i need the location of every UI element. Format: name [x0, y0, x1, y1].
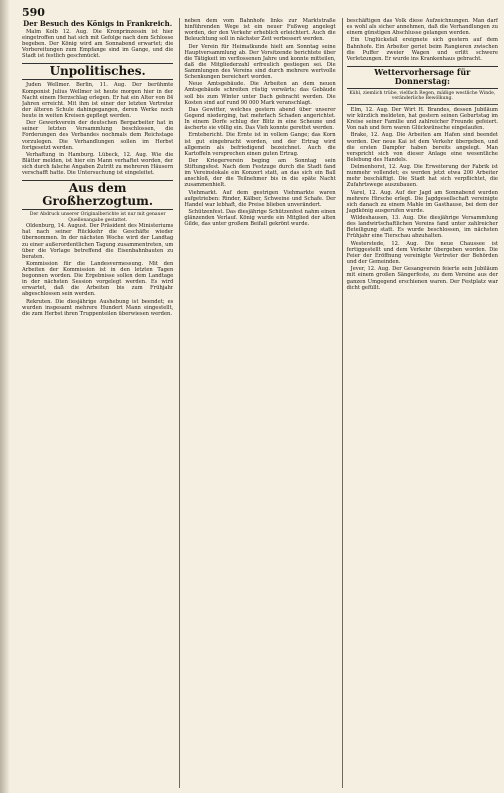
headline-king-visit: Der Besuch des Königs in Frankreich.: [23, 19, 173, 28]
column-middle: [179, 18, 335, 788]
article-paragraph: Westerstede, 12. Aug. Die neue Chaussee ist fertiggestellt und dem Verkehr übergeben worden. Die Feier der Eröffnung vereinigte Vertreter der Behörden und der Gemeinden.: [346, 240, 498, 266]
article-paragraph: Jever, 12. Aug. Der Gesangverein feierte sein Jubiläum mit einem großen Sängerfeste, zu dem Vereine aus der ganzen Umgegend erschienen waren. Der Festplatz war dicht gefüllt.: [346, 266, 498, 291]
binding-shadow: [0, 0, 10, 793]
article-paragraph: Elm, 12. Aug. Der Wirt H. Brandes, dessen Jubiläum wir kürzlich meldeten, hat gestern seinen Geburtstag im Kreise seiner Familie und zahlreicher Freunde gefeiert. Von nah und fern waren Glückwünsche eingelaufen.: [346, 106, 498, 132]
divider: [347, 104, 498, 105]
weather-forecast-text: Kühl, ziemlich trübe, vielfach Regen, mäßige westliche Winde, veränderliche Bewölkung.: [349, 90, 496, 102]
article-paragraph: Delmenhorst, 12. Aug. Die Erweiterung der Fabrik ist nunmehr vollendet; es werden jetzt etwa 200 Arbeiter mehr beschäftigt. Die Stadt hat sich verpflichtet, die Zufahrtswege auszubauen.: [346, 164, 498, 189]
page-number: 590: [22, 6, 45, 19]
column-right: [342, 18, 498, 788]
article-paragraph: Schützenfest. Das diesjährige Schützenfest nahm einen glänzenden Verlauf. König wurde ein Mitglied der alten Gilde, das unter großem Beifall gekrönt wurde.: [184, 209, 336, 228]
article-paragraph: Rekruten. Die diesjährige Aushebung ist beendet; es wurden insgesamt mehrere Hundert Mann eingestellt, die zum Herbst ihren Truppenteilen überwiesen werden.: [22, 298, 174, 317]
article-paragraph: Brake, 12. Aug. Die Arbeiten am Hafen sind beendet worden. Der neue Kai ist dem Verkehr übergeben, und die ersten Dampfer haben bereits angelegt. Man verspricht sich von dieser Anlage eine wesentliche Belebung des Handels.: [346, 132, 498, 163]
article-paragraph: Kommission für die Landesvermessung. Mit den Arbeiten der Kommission ist in den letzten Tagen begonnen worden. Die Ergebnisse sollen dem Landtage in der nächsten Session vorgelegt werden. Es wird erwartet, daß die Arbeiten bis zum Frühjahr abgeschlossen sein werden.: [22, 261, 174, 298]
article-paragraph: Wildeshausen, 13. Aug. Die diesjährige Versammlung des landwirtschaftlichen Vereins fand unter zahlreicher Beteiligung statt. Es wurde beschlossen, im nächsten Frühjahr eine Tierschau abzuhalten.: [346, 215, 498, 240]
article-paragraph: Verhaftung in Hamburg. Lübeck, 12. Aug. Wie die Blätter melden, ist hier ein Mann verhaftet worden, der sich durch falsche Angaben Zutritt zu mehreren Häusern verschafft hatte. Die Untersuchung ist eingeleitet.: [22, 151, 174, 177]
article-columns: [22, 18, 498, 788]
article-paragraph: Ein Unglücksfall ereignete sich gestern auf dem Bahnhofe. Ein Arbeiter geriet beim Rangieren zwischen die Puffer zweier Wagen und erlitt schwere Verletzungen. Er wurde ins Krankenhaus gebracht.: [346, 37, 498, 62]
article-paragraph: Varel, 12. Aug. Auf der Jagd am Sonnabend wurden mehrere Hirsche erlegt. Die Jagdgesellschaft vereinigte sich danach zu einem Mahle im Gasthause, bei dem der Jagdkönig ausgerufen wurde.: [346, 189, 498, 214]
weather-forecast-headline: Wettervorhersage für Donnerstag:: [347, 66, 498, 89]
article-paragraph: Malm Kolb 12. Aug. Die Kronprinzessin ist hier eingetroffen und hat sich mit Gefolge nach dem Schlosse begeben. Der König wird am Sonnabend erwartet; die Vorbereitungen zum Empfange sind im Gange, und die Stadt ist festlich geschmückt.: [22, 29, 174, 60]
reprint-note: Der Abdruck unserer Originalberichte ist nur mit genauer Quellenangabe gestattet.: [29, 212, 166, 223]
article-paragraph: neben dem vom Bahnhofe links zur Marktstraße hinführenden Wege ist ein neuer Fußweg angelegt worden, der den Verkehr erheblich erleichtert. Auch die Beleuchtung soll in nächster Zeit verbessert werden.: [184, 18, 336, 43]
article-paragraph: Der Gewerkverein der deutschen Bergarbeiter hat in seiner letzten Versammlung beschlossen, die Forderungen des Verbandes nochmals dem Reichstage vorzulegen. Die Verhandlungen sollen im Herbst fortgesetzt werden.: [22, 120, 174, 151]
article-paragraph: Viehmarkt. Auf dem gestrigen Viehmarkte waren aufgetrieben: Rinder, Kälber, Schweine und Schafe. Der Handel war lebhaft, die Preise blieben unverändert.: [184, 189, 336, 208]
article-paragraph: Der Kriegerverein beging am Sonntag sein Stiftungsfest. Nach dem Festzuge durch die Stadt fand im Vereinslokale ein Konzert statt, an das sich ein Ball anschloß, der die Teilnehmer bis in die späte Nacht zusammenhielt.: [184, 158, 336, 189]
article-paragraph: Das Gewitter, welches gestern abend über unserer Gegend niederging, hat mehrfach Schaden angerichtet. In einem Dorfe schlug der Blitz in eine Scheune und äscherte sie völlig ein. Das Vieh konnte gerettet werden.: [184, 106, 336, 132]
column-left: [22, 18, 173, 788]
article-paragraph: Der Verein für Heimatkunde hielt am Sonntag seine Hauptversammlung ab. Der Vorsitzende berichtete über die Tätigkeit im verflossenen Jahre und konnte mitteilen, daß die Mitgliederzahl erfreulich gestiegen sei. Die Sammlungen des Vereins sind durch mehrere wertvolle Schenkungen bereichert worden.: [184, 43, 336, 81]
article-paragraph: Neue Amtsgebäude. Die Arbeiten an dem neuen Amtsgebäude schreiten rüstig vorwärts; das Gebäude soll bis zum Winter unter Dach gebracht werden. Die Kosten sind auf rund 90 000 Mark veranschlagt.: [184, 81, 336, 106]
section-headline-unpolitical: Unpolitisches.: [22, 63, 173, 80]
article-paragraph: Juden Wellmer. Berlin, 11. Aug. Der berühmte Komponist Julius Wellmer ist heute morgen hier in der Nacht einem Herzschlag erlegen. Er hat ein Alter von 84 Jahren erreicht. Mit ihm ist einer der letzten Vertreter der älteren Schule dahingegangen, deren Werke noch heute in weiten Kreisen gepflegt werden.: [22, 82, 174, 119]
article-paragraph: beschäftigen das Volk diese Aufzeichnungen. Man darf es wohl als sicher annehmen, daß die Verhandlungen zu einem günstigen Abschlusse gelangen werden.: [346, 18, 498, 37]
article-paragraph: Erntebericht. Die Ernte ist in vollem Gange; das Korn ist gut eingebracht worden, und der Ertrag wird allgemein als befriedigend bezeichnet. Auch die Kartoffeln versprechen einen guten Ertrag.: [184, 132, 336, 157]
section-headline-grand-duchy: Aus dem Großherzogtum.: [22, 180, 173, 210]
article-paragraph: Oldenburg, 14. August. Der Präsident des Ministeriums hat nach seiner Rückkehr die Geschäfte wieder übernommen. In der nächsten Woche wird der Landtag zu einer außerordentlichen Tagung zusammentreten, um über die Vorlage betreffend die Eisenbahnbauten zu beraten.: [22, 223, 174, 260]
